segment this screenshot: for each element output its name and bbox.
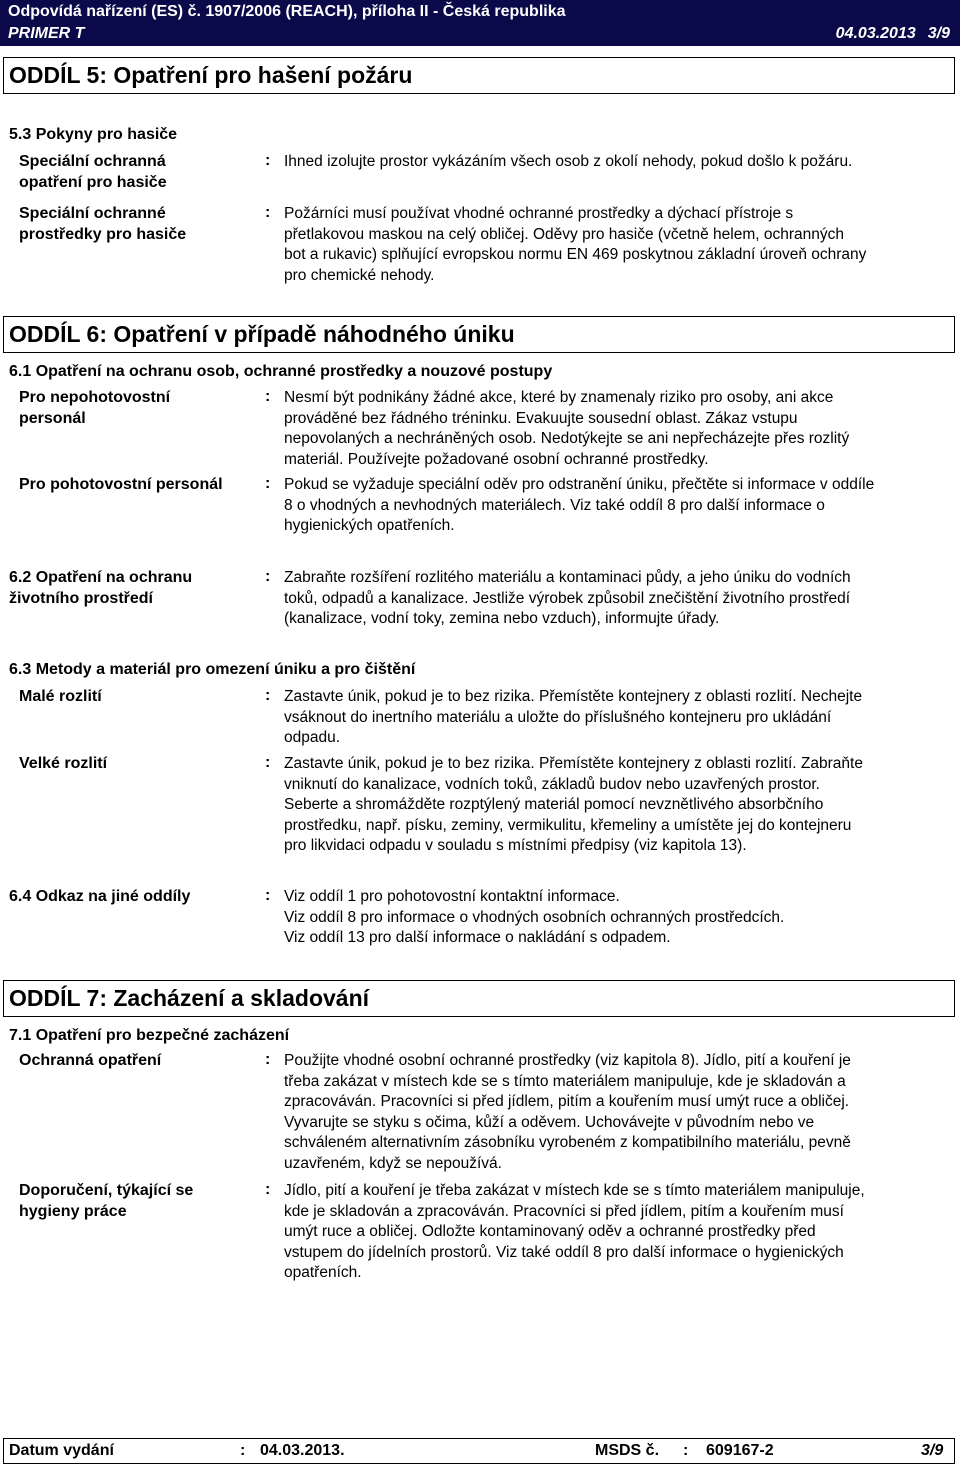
label-large-spill: Velké rozlití	[19, 755, 108, 772]
product-name: PRIMER T	[8, 25, 85, 42]
subsection-5-3: 5.3 Pokyny pro hasiče	[9, 126, 178, 143]
document-footer	[3, 1438, 955, 1464]
value-6-2: Zabraňte rozšíření rozlitého materiálu a kontaminaci půdy, a jeho úniku do vodních toků, odpadů a kanalizace. Jestliže výrobek způsobil znečištění životního prostředí (kanalizace, vodní toky, zemina nebo vzduch), informujte úřady.	[284, 569, 851, 627]
value-emergency: Pokud se vyžaduje speciální oděv pro odstranění úniku, přečtěte si informace v oddíle 8 o vhodných a nevhodných materiálech. Viz také oddíl 8 pro další informace o hygienických opatřeních.	[284, 476, 875, 534]
colon: :	[265, 152, 271, 169]
msds-label: MSDS č.	[595, 1442, 660, 1459]
colon: :	[265, 204, 271, 221]
colon: :	[265, 1051, 271, 1068]
subsection-6-3: 6.3 Metody a materiál pro omezení úniku a pro čištění	[9, 661, 416, 678]
colon: :	[265, 887, 271, 904]
label-special-equipment: Speciální ochranné prostředky pro hasiče	[19, 205, 187, 243]
label-hygiene: Doporučení, týkající se hygieny práce	[19, 1182, 194, 1220]
label-6-4: 6.4 Odkaz na jiné oddíly	[9, 888, 191, 905]
msds-number: 609167-2	[706, 1442, 774, 1459]
value-protective-measures: Použijte vhodné osobní ochranné prostředky (viz kapitola 8). Jídlo, pití a kouření je třeba zakázat v místech kde se s tímto materiálem manipuluje, kde je skladován a zpracováván. Pracovníci si před jídlem, pitím a kouřením musí umýt ruce a obličej. Vyvarujte se styku s očima, kůží a oděvem. Uchovávejte v původním nebo ve schváleném alternativním zásobníku vyrobeném z kompatibilního materiálu, pevně uzavřeném, když se nepoužívá.	[284, 1052, 851, 1172]
footer-page: 3/9	[921, 1442, 944, 1459]
label-special-measures: Speciální ochranná opatření pro hasiče	[19, 153, 167, 191]
header-page: 3/9	[927, 25, 950, 42]
header-date: 04.03.2013	[835, 25, 916, 42]
colon: :	[265, 475, 271, 492]
subsection-7-1: 7.1 Opatření pro bezpečné zacházení	[9, 1027, 290, 1044]
regulation-text: Odpovídá nařízení (ES) č. 1907/2006 (REACH), příloha II - Česká republika	[8, 3, 566, 20]
value-hygiene: Jídlo, pití a kouření je třeba zakázat v místech kde se s tímto materiálem manipuluje, kde je skladován a zpracováván. Pracovníci si před jídlem, pitím a kouřením musí umýt ruce a obličej. Odložte kontaminovaný oděv a ochranné prostředky před vstupem do jídelních prostorů. Viz také oddíl 8 pro další informace o hygienických opatřeních.	[284, 1182, 865, 1281]
colon: :	[265, 1181, 271, 1198]
value-small-spill: Zastavte únik, pokud je to bez rizika. Přemístěte kontejnery z oblasti rozlití. Nechejte vsáknout do inertního materiálu a uložte do příslušného kontejneru pro ukládání odpadu.	[284, 688, 863, 746]
value-special-equipment: Požárníci musí používat vhodné ochranné prostředky a dýchací přístroje s přetlakovou maskou na celý obličej. Oděvy pro hasiče (včetně helem, ochranných bot a rukavic) splňující evropskou normu EN 469 poskytnou základní úroveň ochrany pro chemické nehody.	[284, 205, 867, 284]
value-large-spill: Zastavte únik, pokud je to bez rizika. Přemístěte kontejnery z oblasti rozlití. Zabraňte vniknutí do kanalizace, vodních toků, základů budov nebo uzavřených prostor. Seberte a shromážděte rozptýlený materiál pomocí nevznětlivého absorbčního prostředku, např. písku, zeminy, vermikulitu, křemeliny a umístěte jej do kontejneru pro likvidaci odpadu v souladu s místními předpisy (viz kapitola 13).	[284, 755, 863, 854]
section-7-title: ODDÍL 7: Zacházení a skladování	[3, 980, 955, 1017]
issue-date-colon: :	[240, 1442, 246, 1459]
msds-colon: :	[683, 1442, 689, 1459]
label-protective-measures: Ochranná opatření	[19, 1052, 162, 1069]
subsection-6-1: 6.1 Opatření na ochranu osob, ochranné prostředky a nouzové postupy	[9, 363, 553, 380]
colon: :	[265, 687, 271, 704]
value-non-emergency: Nesmí být podnikány žádné akce, které by znamenaly riziko pro osoby, ani akce prováděné bez řádného tréninku. Evakuujte sousední oblast. Zákaz vstupu nepovolaných a nechráněných osob. Nedotýkejte se ani nepřecházejte přes rozlitý materiál. Používejte požadované osobní ochranné prostředky.	[284, 389, 850, 468]
label-non-emergency: Pro nepohotovostní personál	[19, 389, 171, 427]
header-date-page	[836, 25, 950, 43]
label-small-spill: Malé rozlití	[19, 688, 102, 705]
value-6-4: Viz oddíl 1 pro pohotovostní kontaktní informace. Viz oddíl 8 pro informace o vhodných osobních ochranných prostředcích. Viz oddíl 13 pro další informace o nakládání s odpadem.	[284, 888, 785, 946]
colon: :	[265, 754, 271, 771]
colon: :	[265, 388, 271, 405]
issue-date-label: Datum vydání	[9, 1442, 114, 1459]
label-emergency: Pro pohotovostní personál	[19, 476, 223, 493]
label-6-2: 6.2 Opatření na ochranu životního prostředí	[9, 569, 193, 607]
document-header	[0, 0, 960, 46]
colon: :	[265, 568, 271, 585]
issue-date-value: 04.03.2013.	[260, 1442, 345, 1459]
section-6-title: ODDÍL 6: Opatření v případě náhodného úniku	[3, 316, 955, 353]
section-5-title: ODDÍL 5: Opatření pro hašení požáru	[3, 57, 955, 94]
value-special-measures: Ihned izolujte prostor vykázáním všech osob z okolí nehody, pokud došlo k požáru.	[284, 153, 853, 170]
